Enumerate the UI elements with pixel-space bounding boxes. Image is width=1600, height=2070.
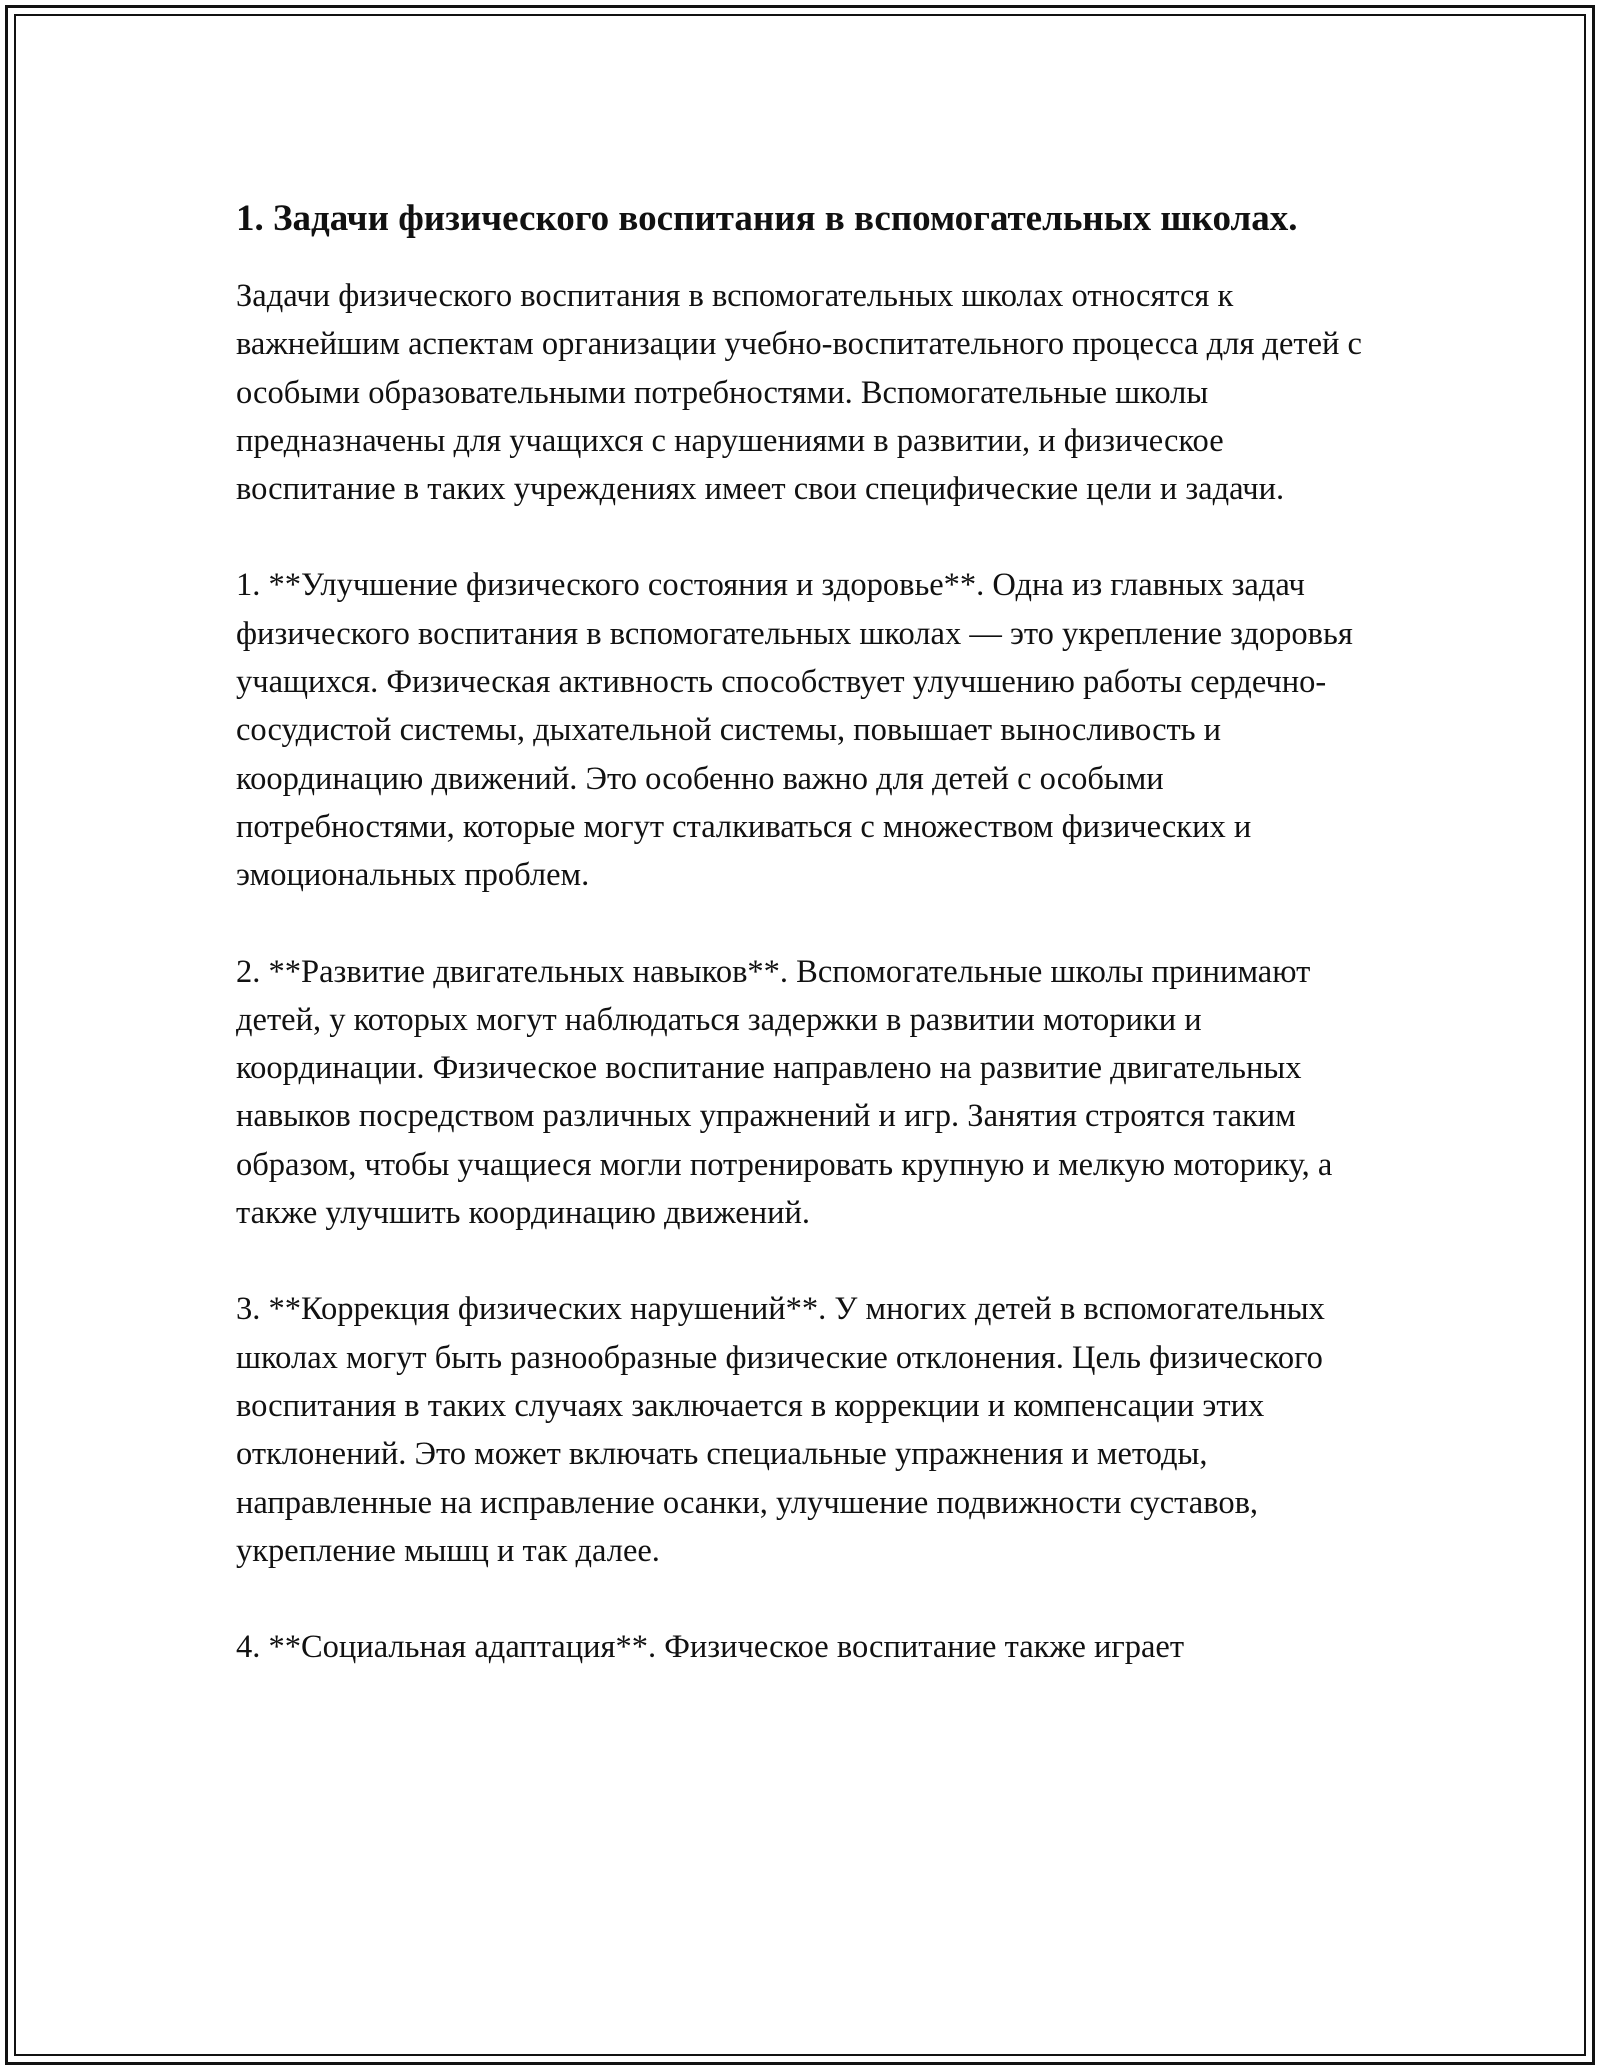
paragraph-health: 1. **Улучшение физического состояния и здоровье**. Одна из главных задач физического воспитания в вспомогательных школах — это укрепление здоровья учащихся. Физическая активность способствует улучшению работы сердечно-сосудистой системы, дыхательной системы, повышает выносливость и координацию движений. Это особенно важно для детей с особыми потребностями, которые могут сталкиваться с множеством физических и эмоциональных проблем. [236,567,1353,894]
paragraph-social-adaptation: 4. **Социальная адаптация**. Физическое воспитание также играет [236,1629,1185,1666]
section-heading: 1. Задачи физического воспитания в вспомогательных школах. [236,198,1298,239]
document-page [236,190,1386,1671]
paragraph-motor-skills: 2. **Развитие двигательных навыков**. Вспомогательные школы принимают детей, у которых могут наблюдаться задержки в развитии моторики и координации. Физическое воспитание направлено на развитие двигательных навыков посредством различных упражнений и игр. Занятия строятся таким образом, чтобы учащиеся могли потренировать крупную и мелкую моторику, а также улучшить координацию движений. [236,953,1333,1232]
intro-paragraph: Задачи физического воспитания в вспомогательных школах относятся к важнейшим аспектам организации учебно-воспитательного процесса для детей с особыми образовательными потребностями. Вспомогательные школы предназначены для учащихся с нарушениями в развитии, и физическое воспитание в таких учреждениях имеет свои специфические цели и задачи. [236,278,1362,508]
paragraph-correction: 3. **Коррекция физических нарушений**. У многих детей в вспомогательных школах могут быть разнообразные физические отклонения. Цель физического воспитания в таких случаях заключается в коррекции и компенсации этих отклонений. Это может включать специальные упражнения и методы, направленные на исправление осанки, улучшение подвижности суставов, укрепление мышц и так далее. [236,1291,1325,1569]
